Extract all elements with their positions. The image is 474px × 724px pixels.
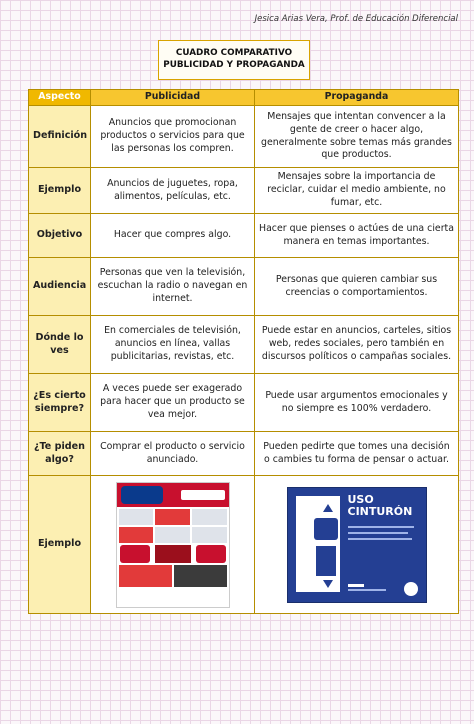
seatbelt-icon — [314, 518, 338, 540]
propaganda-cell: Puede usar argumentos emocionales y no siempre es 100% verdadero. — [255, 374, 459, 432]
poster-logo-icon — [404, 582, 418, 596]
propaganda-cell: Puede estar en anuncios, carteles, sitios web, redes sociales, pero también en discursos políticos o campañas sociales. — [255, 316, 459, 374]
header-publicidad: Publicidad — [91, 90, 255, 106]
table-row — [29, 432, 459, 476]
poster-title-line-2: CINTURÓN — [347, 504, 413, 518]
comparison-table — [28, 89, 459, 614]
poster-text-line — [348, 526, 414, 528]
flyer-product — [119, 509, 154, 525]
buckle-icon — [316, 546, 336, 576]
seatbelt-icon-panel — [296, 496, 340, 592]
flyer-product — [119, 565, 172, 587]
flyer-product — [119, 527, 154, 543]
poster-text-line — [348, 532, 408, 534]
propaganda-cell: Hacer que pienses o actúes de una cierta manera en temas importantes. — [255, 214, 459, 258]
flyer-banner — [117, 483, 229, 507]
poster-title — [348, 494, 413, 518]
publicidad-cell: Comprar el producto o servicio anunciado. — [91, 432, 255, 476]
seatbelt-poster-image — [287, 487, 427, 603]
flyer-logo — [121, 486, 163, 504]
arrow-up-icon — [323, 504, 333, 512]
flyer-promo — [155, 545, 191, 563]
table-row — [29, 374, 459, 432]
arrow-down-icon — [323, 580, 333, 588]
propaganda-cell: Pueden pedirte que tomes una decisión o cambies tu forma de pensar o actuar. — [255, 432, 459, 476]
header-propaganda: Propaganda — [255, 90, 459, 106]
flyer-discount-badge — [196, 545, 226, 563]
propaganda-cell: Personas que quieren cambiar sus creencias o comportamientos. — [255, 258, 459, 316]
table-row — [29, 258, 459, 316]
propaganda-cell: Mensajes sobre la importancia de reciclar, cuidar el medio ambiente, no fumar, etc. — [255, 168, 459, 214]
row-label: Ejemplo — [29, 168, 91, 214]
row-label: Objetivo — [29, 214, 91, 258]
flyer-products — [117, 507, 229, 545]
flyer-brand — [181, 490, 225, 500]
publicidad-cell: Anuncios de juguetes, ropa, alimentos, películas, etc. — [91, 168, 255, 214]
row-label: ¿Es cierto siempre? — [29, 374, 91, 432]
publicidad-cell: A veces puede ser exagerado para hacer que un producto se vea mejor. — [91, 374, 255, 432]
poster-footer — [348, 584, 388, 594]
publicidad-cell: Hacer que compres algo. — [91, 214, 255, 258]
table-row — [29, 316, 459, 374]
publicidad-cell: En comerciales de televisión, anuncios en línea, vallas publicitarias, revistas, etc. — [91, 316, 255, 374]
row-label: Definición — [29, 106, 91, 168]
title-line-2: PUBLICIDAD Y PROPAGANDA — [163, 60, 305, 70]
row-label: ¿Te piden algo? — [29, 432, 91, 476]
table-row — [29, 106, 459, 168]
title-line-1: CUADRO COMPARATIVO — [175, 48, 293, 59]
flyer-product — [174, 565, 227, 587]
author-credit: Jesica Arias Vera, Prof. de Educación Diferencial — [254, 14, 458, 24]
row-label: Dónde lo ves — [29, 316, 91, 374]
row-label: Audiencia — [29, 258, 91, 316]
flyer-product — [155, 527, 190, 543]
flyer-discount-badge — [120, 545, 150, 563]
propaganda-cell: Mensajes que intentan convencer a la gente de creer o hacer algo, generalmente sobre temas más grandes que productos. — [255, 106, 459, 168]
example-image-row — [29, 476, 459, 614]
store-flyer-image — [116, 482, 230, 608]
row-label: Ejemplo — [29, 476, 91, 614]
poster-text-line — [348, 538, 412, 540]
publicidad-cell: Anuncios que promocionan productos o servicios para que las personas los compren. — [91, 106, 255, 168]
publicidad-example-cell — [91, 476, 255, 614]
flyer-product — [192, 527, 227, 543]
header-row — [29, 90, 459, 106]
flyer-promo-row — [117, 545, 229, 563]
propaganda-example-cell — [255, 476, 459, 614]
publicidad-cell: Personas que ven la televisión, escuchan la radio o navegan en internet. — [91, 258, 255, 316]
flyer-bottom — [117, 563, 229, 589]
title-box — [158, 40, 310, 80]
header-aspect: Aspecto — [29, 90, 91, 106]
table-row — [29, 214, 459, 258]
table-row — [29, 168, 459, 214]
flyer-product — [155, 509, 190, 525]
poster-title-line-1: USO — [347, 492, 374, 506]
flyer-product — [192, 509, 227, 525]
